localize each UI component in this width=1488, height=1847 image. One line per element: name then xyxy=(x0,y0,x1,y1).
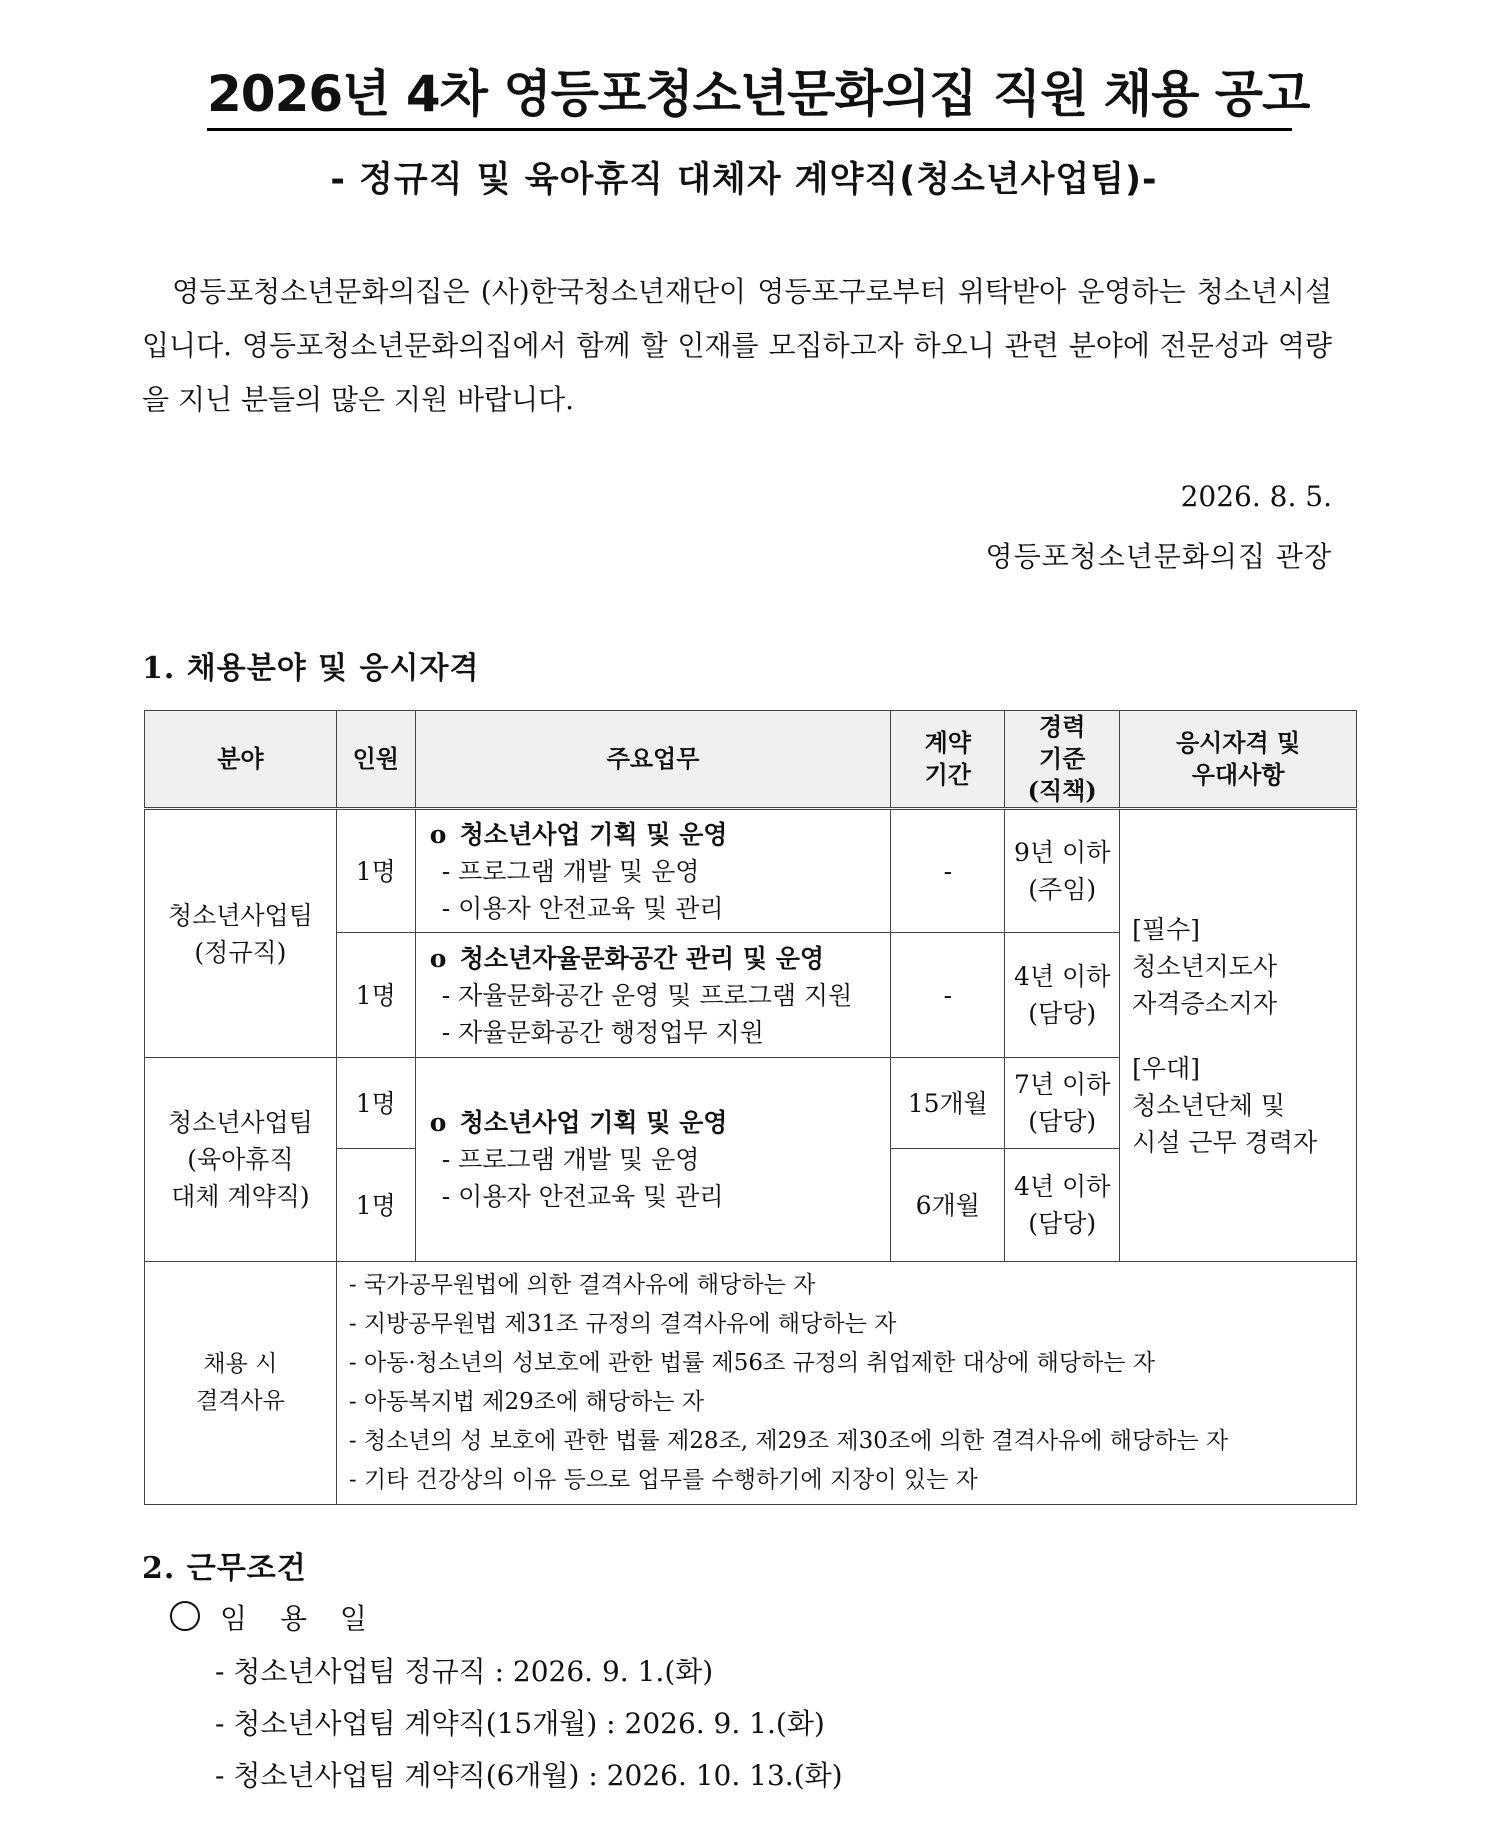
duty-item: - 자율문화공간 운영 및 프로그램 지원 xyxy=(441,980,853,1010)
field-line: (육아휴직 xyxy=(187,1145,294,1174)
list-item: - 청소년사업팀 정규직 : 2026. 9. 1.(화) xyxy=(215,1655,714,1688)
contract-cell: 6개월 xyxy=(891,1149,1005,1262)
header-career-line: 경력 xyxy=(1039,712,1086,741)
qualification-cell xyxy=(1120,809,1357,1262)
duties-cell xyxy=(415,809,891,933)
duties-cell xyxy=(415,933,891,1058)
career-line: 9년 이하 xyxy=(1014,838,1111,867)
career-line: (담당) xyxy=(1028,1107,1097,1136)
qual-preferred-label: [우대] xyxy=(1132,1053,1200,1083)
career-line: (담당) xyxy=(1028,1209,1097,1238)
header-qual-line: 우대사항 xyxy=(1191,760,1285,789)
header-field: 분야 xyxy=(145,711,337,809)
career-line: (주임) xyxy=(1028,875,1097,904)
duty-head: o 청소년자율문화공간 관리 및 운영 xyxy=(430,940,885,977)
table-row xyxy=(145,809,1357,933)
count-cell: 1명 xyxy=(336,933,415,1058)
list-item: - 청소년의 성 보호에 관한 법률 제28조, 제29조 제30조에 의한 결격사유에 해당하는 자 xyxy=(348,1428,1229,1454)
table-row-disqualification xyxy=(145,1262,1357,1505)
field-line: 청소년사업팀 xyxy=(167,1108,313,1137)
duty-head: o 청소년사업 기획 및 운영 xyxy=(430,816,885,853)
header-contract xyxy=(891,711,1005,809)
career-cell xyxy=(1005,1149,1120,1262)
bullet-icon: o xyxy=(429,943,447,973)
field-line: 대체 계약직) xyxy=(171,1182,310,1211)
duty-item: - 이용자 안전교육 및 관리 xyxy=(441,1182,724,1211)
qual-line: 시설 근무 경력자 xyxy=(1132,1127,1318,1157)
contract-cell: 15개월 xyxy=(891,1058,1005,1149)
header-contract-line: 기간 xyxy=(924,760,971,789)
page-subtitle: - 정규직 및 육아휴직 대체자 계약직(청소년사업팀)- xyxy=(330,160,1158,200)
table-header-row xyxy=(145,711,1357,809)
intro-paragraph: 영등포청소년문화의집은 (사)한국청소년재단이 영등포구로부터 위탁받아 운영하는 청소년시설입니다. 영등포청소년문화의집에서 함께 할 인재를 모집하고자 하오니 관련 분야에 전문성과 역량을 지닌 분들의 많은 지원 바랍니다. xyxy=(142,275,1332,416)
header-contract-line: 계약 xyxy=(924,728,971,757)
header-career-line: (직책) xyxy=(1027,776,1097,805)
duty-head: o 청소년사업 기획 및 운영 xyxy=(430,1104,885,1141)
appointment-label: 임 용 일 xyxy=(220,1602,379,1635)
contract-cell: - xyxy=(891,933,1005,1058)
section-1-title: 1. 채용분야 및 응시자격 xyxy=(142,651,480,686)
contract-cell: - xyxy=(891,809,1005,933)
field-contract xyxy=(145,1058,337,1262)
appointment-date-heading xyxy=(170,1597,379,1637)
header-career-line: 기준 xyxy=(1039,744,1086,773)
header-career xyxy=(1005,711,1120,809)
notice-date: 2026. 8. 5. xyxy=(1180,480,1332,513)
list-item: - 국가공무원법에 의한 결격사유에 해당하는 자 xyxy=(348,1272,816,1298)
list-item: - 아동복지법 제29조에 해당하는 자 xyxy=(348,1389,704,1415)
appointment-dates xyxy=(215,1646,843,1802)
circle-bullet-icon xyxy=(170,1601,200,1631)
field-line: 청소년사업팀 xyxy=(167,900,313,930)
career-cell xyxy=(1005,1058,1120,1149)
header-count: 인원 xyxy=(336,711,415,809)
qual-line: 자격증소지자 xyxy=(1132,988,1278,1018)
page-title: 2026년 4차 영등포청소년문화의집 직원 채용 공고 xyxy=(207,62,1292,131)
bullet-icon: o xyxy=(429,819,447,849)
header-qual-line: 응시자격 및 xyxy=(1175,728,1301,757)
organization-signature: 영등포청소년문화의집 관장 xyxy=(985,540,1332,573)
recruitment-table xyxy=(144,710,1357,1505)
duty-item: - 자율문화공간 행정업무 지원 xyxy=(441,1017,764,1047)
career-cell xyxy=(1005,809,1120,933)
duties-cell xyxy=(415,1058,891,1262)
field-line: (정규직) xyxy=(194,937,287,967)
career-line: 4년 이하 xyxy=(1014,1172,1111,1201)
header-duties: 주요업무 xyxy=(415,711,891,809)
career-line: (담당) xyxy=(1028,999,1097,1028)
career-line: 4년 이하 xyxy=(1014,962,1111,991)
count-cell: 1명 xyxy=(336,1058,415,1149)
career-line: 7년 이하 xyxy=(1014,1070,1111,1099)
list-item: - 청소년사업팀 계약직(15개월) : 2026. 9. 1.(화) xyxy=(215,1707,825,1740)
qual-required-label: [필수] xyxy=(1132,914,1200,944)
count-cell: 1명 xyxy=(336,1149,415,1262)
header-qualification xyxy=(1120,711,1357,809)
list-item: - 지방공무원법 제31조 규정의 결격사유에 해당하는 자 xyxy=(348,1311,897,1337)
list-item: - 기타 건강상의 이유 등으로 업무를 수행하기에 지장이 있는 자 xyxy=(348,1467,978,1493)
disq-label-line: 채용 시 xyxy=(203,1351,278,1377)
career-cell xyxy=(1005,933,1120,1058)
count-cell: 1명 xyxy=(336,809,415,933)
field-regular xyxy=(145,809,337,1058)
qual-line: 청소년지도사 xyxy=(1132,951,1278,981)
disqualification-label xyxy=(145,1262,337,1505)
qual-line: 청소년단체 및 xyxy=(1132,1090,1286,1120)
duty-item: - 프로그램 개발 및 운영 xyxy=(441,856,700,886)
list-item: - 아동·청소년의 성보호에 관한 법률 제56조 규정의 취업제한 대상에 해당하는 자 xyxy=(348,1350,1156,1376)
duty-item: - 이용자 안전교육 및 관리 xyxy=(441,893,724,923)
bullet-icon: o xyxy=(429,1108,447,1137)
section-2-title: 2. 근무조건 xyxy=(142,1551,307,1586)
disq-label-line: 결격사유 xyxy=(195,1388,285,1414)
duty-item: - 프로그램 개발 및 운영 xyxy=(441,1145,700,1174)
disqualification-list xyxy=(336,1262,1356,1505)
list-item: - 청소년사업팀 계약직(6개월) : 2026. 10. 13.(화) xyxy=(215,1759,843,1792)
